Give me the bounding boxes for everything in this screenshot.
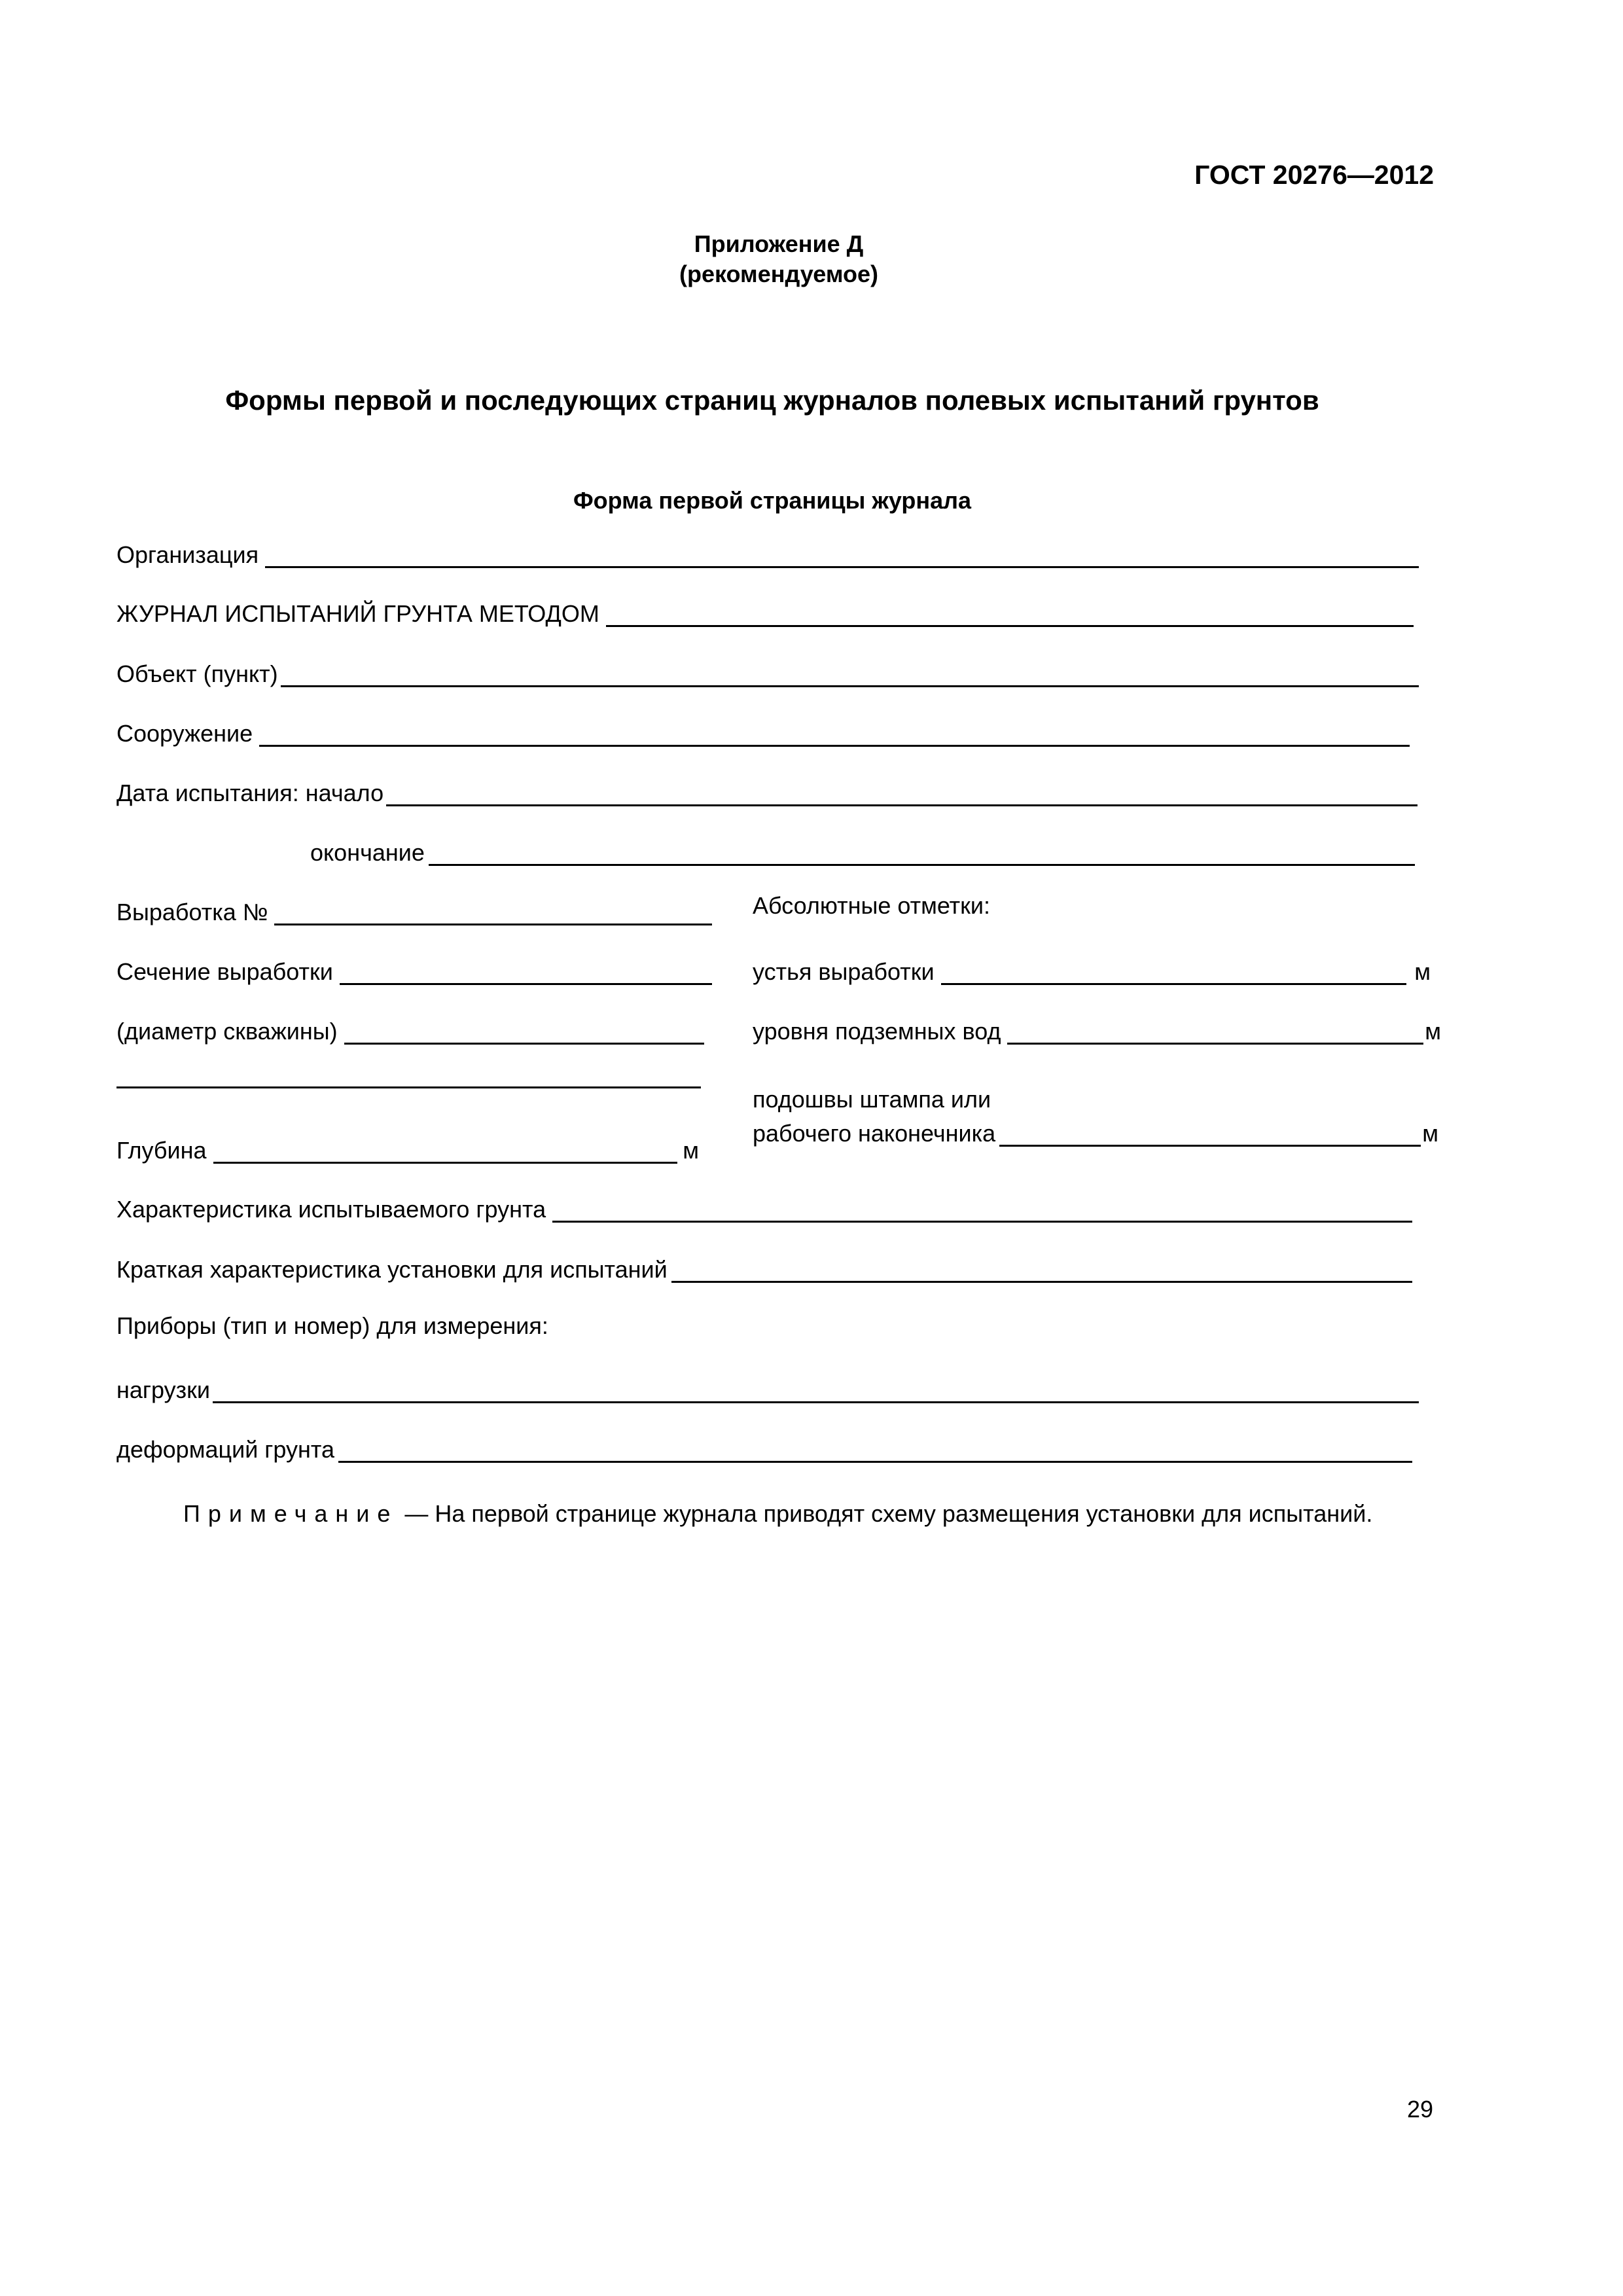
excavation-no-line[interactable] [274, 901, 712, 925]
excavation-section-line[interactable] [340, 961, 712, 985]
setup-characteristics-label: Краткая характеристика установки для испытаний [116, 1256, 668, 1283]
soil-deformation-line[interactable] [338, 1439, 1412, 1463]
depth-line[interactable] [213, 1139, 678, 1164]
stamp-sole-unit: м [1422, 1120, 1438, 1147]
depth-unit: м [683, 1137, 699, 1164]
test-date-start-field[interactable] [116, 775, 1418, 806]
soil-deformation-field[interactable] [116, 1431, 1412, 1463]
absolute-marks-heading: Абсолютные отметки: [753, 892, 990, 919]
groundwater-level-line[interactable] [1007, 1020, 1423, 1045]
depth-field[interactable] [116, 1132, 699, 1164]
mouth-of-excavation-label: устья выработки [753, 958, 935, 985]
main-title: Формы первой и последующих страниц журналов полевых испытаний грунтов [225, 385, 1319, 416]
note-text: — На первой странице журнала приводят схему размещения установки для испытаний. [398, 1500, 1373, 1527]
borehole-diameter-line[interactable] [344, 1020, 704, 1045]
setup-characteristics-line[interactable] [671, 1259, 1412, 1283]
page-number: 29 [1406, 2096, 1433, 2123]
object-point-line[interactable] [281, 663, 1419, 687]
mouth-of-excavation-unit: м [1414, 958, 1431, 985]
appendix-status: (рекомендуемое) [679, 260, 878, 287]
soil-characteristics-label: Характеристика испытываемого грунта [116, 1196, 546, 1223]
test-date-end-field[interactable] [310, 834, 1415, 866]
structure-field[interactable] [116, 715, 1410, 747]
excavation-no-field[interactable] [116, 894, 712, 925]
borehole-diameter-label: (диаметр скважины) [116, 1018, 338, 1045]
test-date-end-label: окончание [310, 839, 425, 866]
groundwater-level-label: уровня подземных вод [753, 1018, 1001, 1045]
depth-label: Глубина [116, 1137, 207, 1164]
appendix-title: Приложение Д [694, 230, 864, 257]
excavation-section-label: Сечение выработки [116, 958, 333, 985]
journal-method-line[interactable] [606, 603, 1414, 627]
soil-characteristics-field[interactable] [116, 1191, 1412, 1223]
document-code: ГОСТ 20276—2012 [1194, 160, 1434, 190]
groundwater-level-field[interactable] [753, 1013, 1441, 1045]
mouth-of-excavation-line[interactable] [941, 961, 1407, 985]
setup-characteristics-field[interactable] [116, 1251, 1412, 1283]
note-label: Примечание [183, 1500, 399, 1527]
borehole-diameter-field[interactable] [116, 1013, 704, 1045]
load-label: нагрузки [116, 1376, 211, 1403]
form-title: Форма первой страницы журнала [573, 487, 972, 514]
stamp-sole-label-line1: подошвы штампа или [753, 1086, 991, 1113]
extra-blank-line[interactable] [116, 1086, 701, 1088]
organization-line[interactable] [265, 544, 1419, 568]
structure-label: Сооружение [116, 720, 253, 747]
test-date-end-line[interactable] [429, 842, 1415, 866]
groundwater-level-unit: м [1425, 1018, 1441, 1045]
structure-line[interactable] [259, 723, 1410, 747]
journal-method-field[interactable] [116, 596, 1414, 627]
object-point-label: Объект (пункт) [116, 660, 278, 687]
instruments-heading: Приборы (тип и номер) для измерения: [116, 1312, 548, 1339]
excavation-section-field[interactable] [116, 954, 712, 985]
organization-field[interactable] [116, 537, 1419, 568]
test-date-start-line[interactable] [386, 782, 1418, 806]
soil-deformation-label: деформаций грунта [116, 1436, 335, 1463]
test-date-start-label: Дата испытания: начало [116, 780, 384, 806]
stamp-sole-line[interactable] [999, 1122, 1421, 1147]
mouth-of-excavation-field[interactable] [753, 954, 1431, 985]
load-line[interactable] [213, 1379, 1419, 1403]
soil-characteristics-line[interactable] [552, 1198, 1412, 1223]
excavation-no-label: Выработка № [116, 899, 268, 925]
stamp-sole-field[interactable] [753, 1115, 1438, 1147]
note [183, 1500, 1372, 1528]
organization-label: Организация [116, 541, 259, 568]
stamp-sole-label-line2: рабочего наконечника [753, 1120, 996, 1147]
journal-method-label: ЖУРНАЛ ИСПЫТАНИЙ ГРУНТА МЕТОДОМ [116, 600, 599, 627]
load-field[interactable] [116, 1372, 1419, 1403]
object-point-field[interactable] [116, 656, 1419, 687]
